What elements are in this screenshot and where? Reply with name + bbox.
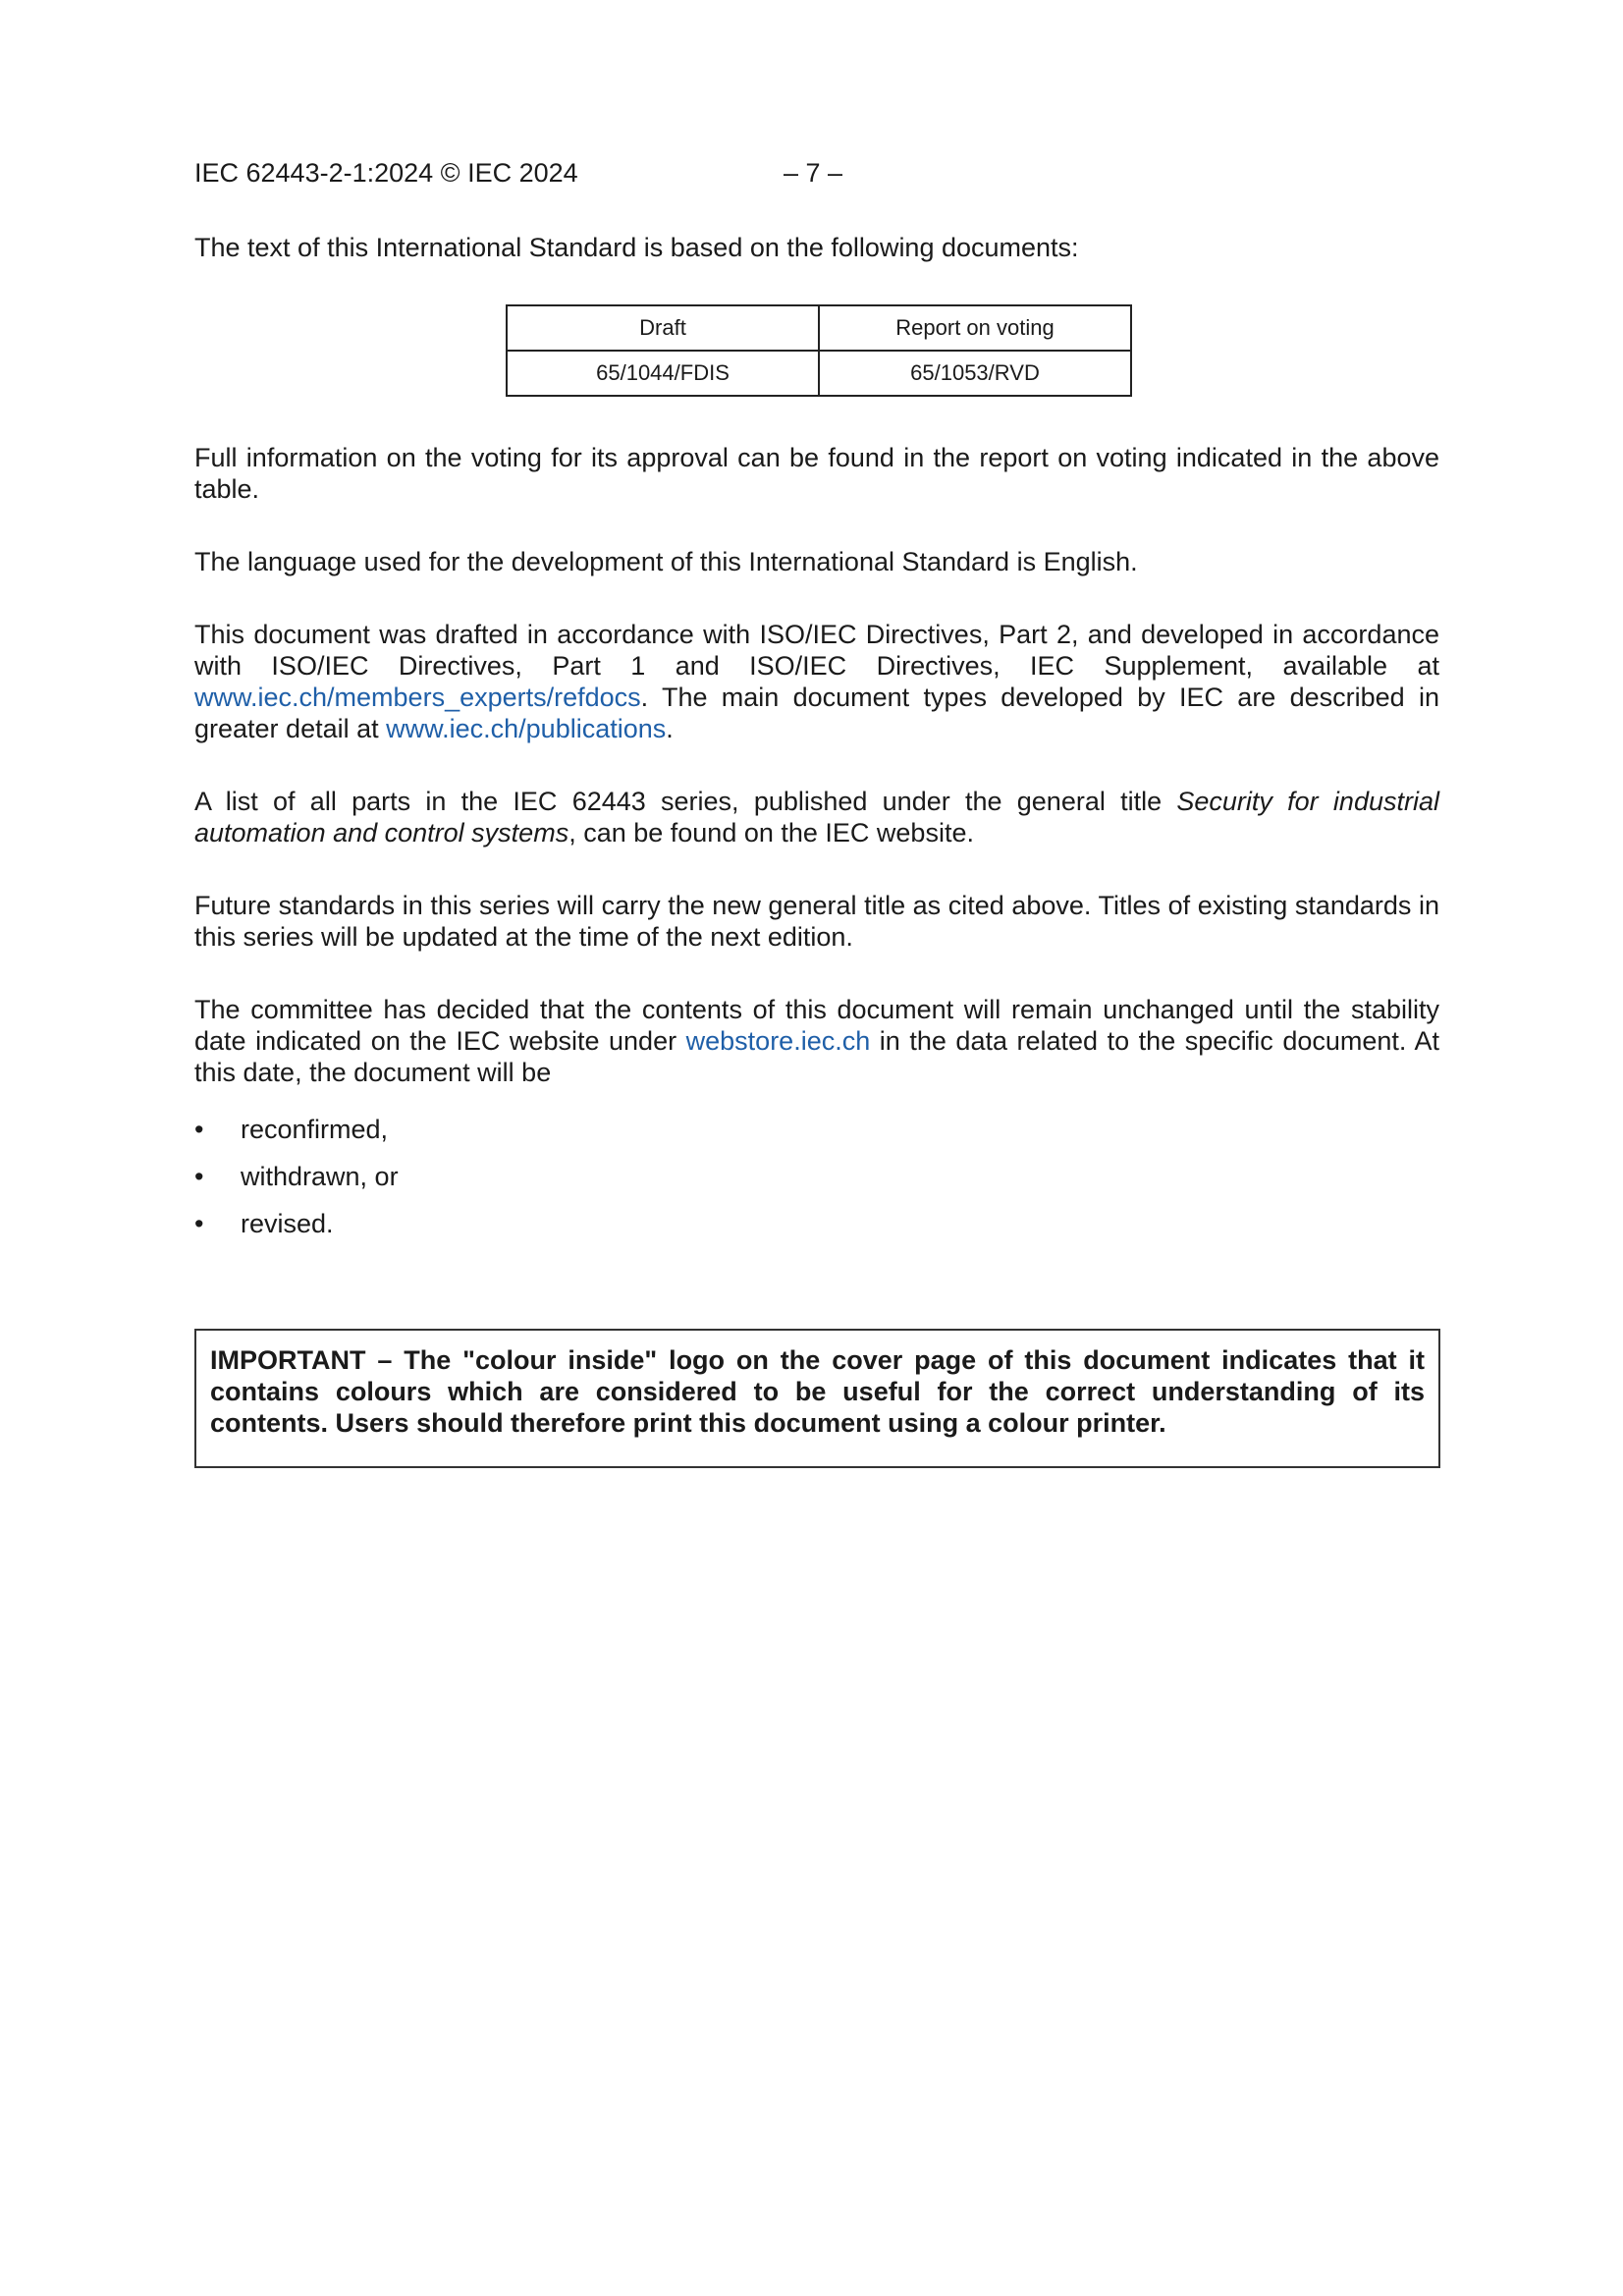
table-cell-draft: 65/1044/FDIS	[507, 351, 819, 396]
table-header-draft: Draft	[507, 305, 819, 351]
stability-text-end: in the data related to the specific document. At this date, the document will be	[194, 1026, 1439, 1087]
drafting-text-start: This document was drafted in accordance with ISO/IEC Directives, Part 2, and developed in accordance with ISO/IEC Directives, Part 1 and ISO/IEC Directives, IEC Supplement, available at	[194, 620, 1439, 681]
table-header-row	[507, 305, 1131, 351]
stability-text-start: The committee has decided that the contents of this document will remain unchanged until the stability date indicated on the IEC website under	[194, 995, 1439, 1056]
bullet-icon: •	[194, 1162, 204, 1191]
important-notice-box: IMPORTANT – The "colour inside" logo on the cover page of this document indicates that it contains colours which are considered to be useful for the correct understanding of its contents. Users should therefore print this document using a colour printer.	[194, 1329, 1440, 1468]
series-general-title: Security for industrial automation and control systems	[194, 787, 1439, 847]
page-header	[194, 155, 1441, 191]
list-item-text: withdrawn, or	[241, 1162, 399, 1191]
drafting-text-middle: . The main document types developed by IEC are described in greater detail at	[194, 683, 1439, 743]
drafting-paragraph	[194, 619, 1439, 744]
list-item	[194, 1161, 1439, 1208]
stability-paragraph	[194, 994, 1439, 1088]
bullet-icon: •	[194, 1115, 204, 1144]
voting-info-paragraph: Full information on the voting for its approval can be found in the report on voting indicated in the above table.	[194, 443, 1439, 504]
list-item-text: reconfirmed,	[241, 1115, 389, 1144]
bullet-icon: •	[194, 1209, 204, 1238]
series-paragraph	[194, 786, 1439, 848]
series-text-end: , can be found on the IEC website.	[568, 818, 974, 847]
series-text-start: A list of all parts in the IEC 62443 series, published under the general title	[194, 787, 1177, 816]
future-standards-paragraph: Future standards in this series will carry the new general title as cited above. Titles of existing standards in this series will be updated at the time of the next edition.	[194, 891, 1439, 952]
drafting-text-end: .	[666, 714, 674, 743]
list-item	[194, 1208, 1439, 1255]
page-number: – 7 –	[784, 158, 843, 188]
refdocs-link[interactable]: www.iec.ch/members_experts/refdocs	[194, 683, 641, 712]
language-paragraph: The language used for the development of this International Standard is English.	[194, 547, 1138, 576]
list-item-text: revised.	[241, 1209, 334, 1238]
outcomes-list	[194, 1114, 1439, 1255]
list-item	[194, 1114, 1439, 1161]
document-id: IEC 62443-2-1:2024 © IEC 2024	[194, 158, 578, 188]
publications-link[interactable]: www.iec.ch/publications	[386, 714, 667, 743]
intro-paragraph: The text of this International Standard is based on the following documents:	[194, 233, 1079, 262]
webstore-link[interactable]: webstore.iec.ch	[685, 1026, 871, 1056]
main-content	[194, 232, 1439, 1255]
table-cell-rvd: 65/1053/RVD	[819, 351, 1131, 396]
table-header-report-on-voting: Report on voting	[819, 305, 1131, 351]
table-row	[507, 351, 1131, 396]
voting-documents-table	[506, 304, 1132, 397]
